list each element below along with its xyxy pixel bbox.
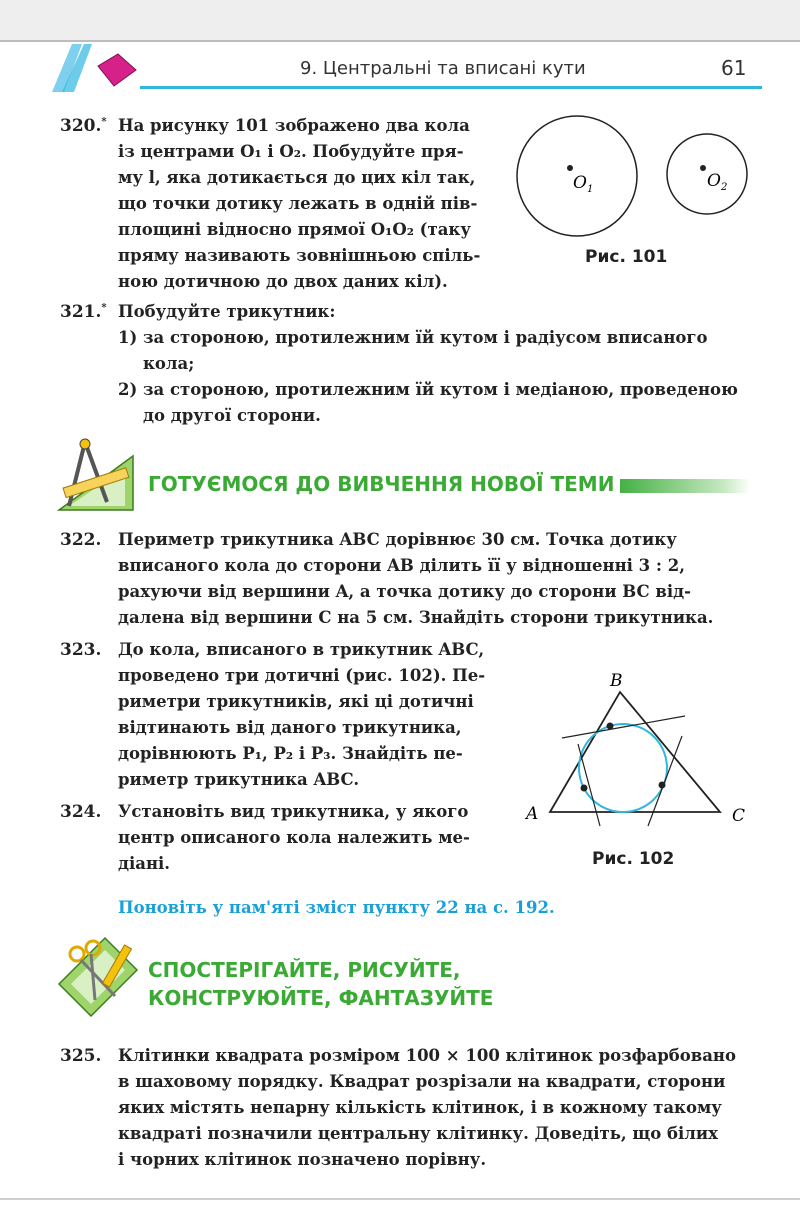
problem-320-line: пряму називають зовнішньою спіль- [118,246,481,265]
problem-323-line: дорівнюють P₁, P₂ і P₃. Знайдіть пе- [118,744,463,763]
header-rule [140,86,762,89]
center-o1-point [567,165,573,171]
problem-325-line: Клітинки квадрата розміром 100 × 100 клітинок розфарбовано [118,1046,736,1065]
problem-number-323: 323. [60,640,102,660]
problem-325-line: квадраті позначили центральну клітинку. Доведіть, що білих [118,1124,719,1143]
problem-321-line: 1) за стороною, протилежним їй кутом і радіусом вписаного [118,328,708,347]
problem-323-line: відтинають від даного трикутника, [118,718,462,737]
problem-320-line: із центрами O₁ і O₂. Побудуйте пря- [118,142,464,161]
problem-321-line: Побудуйте трикутник: [118,302,336,321]
tangent-point-1 [607,723,614,730]
problem-322-line: вписаного кола до сторони AB ділить її у відношенні 3 : 2, [118,556,685,575]
figure-101-caption: Рис. 101 [585,247,668,267]
reminder-text: Поновіть у пам'яті зміст пункту 22 на с. 192. [118,898,555,917]
label-o1: $O_1$ [573,173,594,195]
problem-323-line: проведено три дотичні (рис. 102). Пе- [118,666,486,685]
figure-102-caption: Рис. 102 [592,849,675,869]
section-title-prepare: ГОТУЄМОСЯ ДО ВИВЧЕННЯ НОВОЇ ТЕМИ [148,472,615,496]
browser-top-bar [0,0,800,42]
problem-325-line: в шаховому порядку. Квадрат розрізали на квадрати, сторони [118,1072,726,1091]
problem-number-320: 320.* [60,116,107,136]
problem-number-325: 325. [60,1046,102,1066]
header-decoration-icon [52,42,142,92]
problem-321-line: до другої сторони. [143,406,321,425]
tangent-line-2 [578,744,600,826]
problem-320-line: що точки дотику лежать в одній пів- [118,194,478,213]
figure-101 [505,106,765,246]
problem-320-line: му l, яка дотикається до цих кіл так, [118,168,476,187]
bottom-rule [0,1198,800,1200]
label-a: A [526,804,539,824]
scissors-pencil-icon [55,934,140,1019]
problem-323-line: риметри трикутників, які ці дотичні [118,692,474,711]
problem-325-line: яких містять непарну кількість клітинок, і в кожному такому [118,1098,722,1117]
running-title: 9. Центральні та вписані кути [300,58,586,79]
section-title-observe-line1: СПОСТЕРІГАЙТЕ, РИСУЙТЕ, [148,958,461,982]
label-c: C [732,806,746,826]
center-o2-point [700,165,706,171]
geometry-tools-icon [55,436,140,516]
problem-321-line: кола; [143,354,195,373]
triangle-abc [550,692,720,812]
problem-320-line: ною дотичною до двох даних кіл). [118,272,448,291]
problem-320-line: На рисунку 101 зображено два кола [118,116,470,135]
label-o2: $O_2$ [707,171,728,193]
problem-325-line: і чорних клітинок позначено порівну. [118,1150,487,1169]
label-b: B [610,671,623,691]
tangent-point-2 [581,785,588,792]
problem-number-322: 322. [60,530,102,550]
figure-102 [520,664,760,844]
section-title-bar [620,479,750,493]
problem-324-line: Установіть вид трикутника, у якого [118,802,469,821]
section-title-observe-line2: КОНСТРУЮЙТЕ, ФАНТАЗУЙТЕ [148,986,494,1010]
problem-number-324: 324. [60,802,102,822]
problem-321-line: 2) за стороною, протилежним їй кутом і медіаною, проведеною [118,380,738,399]
problem-324-line: діані. [118,854,171,873]
problem-number-321: 321.* [60,302,107,322]
problem-322-line: далена від вершини C на 5 см. Знайдіть сторони трикутника. [118,608,714,627]
problem-324-line: центр описаного кола належить ме- [118,828,470,847]
problem-323-line: риметр трикутника ABC. [118,770,360,789]
problem-323-line: До кола, вписаного в трикутник ABC, [118,640,485,659]
tangent-point-3 [659,782,666,789]
problem-322-line: Периметр трикутника ABC дорівнює 30 см. Точка дотику [118,530,677,549]
problem-320-line: площині відносно прямої O₁O₂ (таку [118,220,471,239]
page-number: 61 [721,56,747,80]
problem-322-line: рахуючи від вершини A, а точка дотику до сторони BC від- [118,582,692,601]
tangent-line-1 [562,716,685,738]
